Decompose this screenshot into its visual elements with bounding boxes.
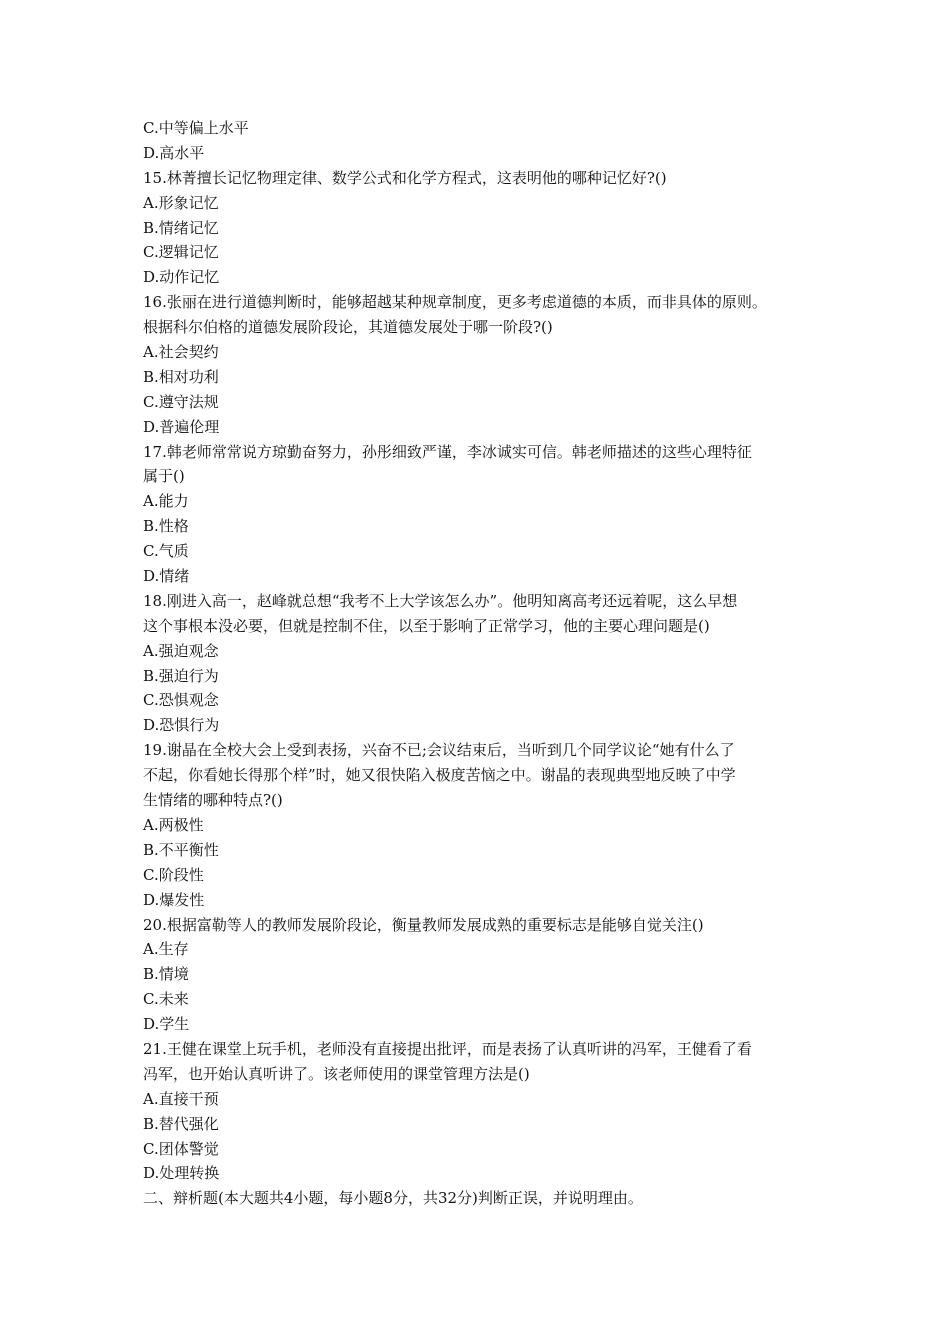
- option-line: B.强迫行为: [143, 666, 219, 685]
- question-20-text: 20.根据富勒等人的教师发展阶段论，衡量教师发展成熟的重要标志是能够自觉关注(): [143, 915, 704, 934]
- question-17-text: 17.韩老师常常说方琼勤奋努力，孙彤细致严谨，李冰诚实可信。韩老师描述的这些心理特征: [143, 442, 752, 461]
- option-line: A.生存: [143, 940, 189, 959]
- option-line: D.处理转换: [143, 1164, 220, 1183]
- option-line: B.情境: [143, 965, 189, 984]
- option-line: C.未来: [143, 990, 189, 1009]
- question-18-text-cont: 这个事根本没必要，但就是控制不住，以至于影响了正常学习，他的主要心理问题是(): [143, 616, 710, 635]
- option-line: C.逻辑记忆: [143, 243, 219, 262]
- question-21-text-cont: 冯军，也开始认真听讲了。该老师使用的课堂管理方法是(): [143, 1064, 530, 1083]
- question-19-text: 19.谢晶在全校大会上受到表扬，兴奋不已;会议结束后，当听到几个同学议论“她有什么了: [143, 741, 735, 760]
- option-line: D.情绪: [143, 567, 190, 586]
- option-line: C.遵守法规: [143, 392, 219, 411]
- option-line: B.替代强化: [143, 1114, 219, 1133]
- option-line: C.气质: [143, 542, 189, 561]
- question-16-text-cont: 根据科尔伯格的道德发展阶段论，其道德发展处于哪一阶段?(): [143, 318, 553, 337]
- question-19-text-cont: 生情绪的哪种特点?(): [143, 791, 283, 810]
- option-line: D.高水平: [143, 143, 205, 162]
- section-heading: 二、辩析题(本大题共4小题，每小题8分，共32分)判断正误，并说明理由。: [143, 1189, 643, 1208]
- option-line: C.恐惧观念: [143, 691, 219, 710]
- question-15-text: 15.林菁擅长记忆物理定律、数学公式和化学方程式，这表明他的哪种记忆好?(): [143, 168, 667, 187]
- option-line: A.两极性: [143, 815, 204, 834]
- option-line: A.社会契约: [143, 343, 219, 362]
- option-line: D.学生: [143, 1015, 190, 1034]
- option-line: D.恐惧行为: [143, 716, 220, 735]
- option-line: B.不平衡性: [143, 840, 219, 859]
- option-line: B.性格: [143, 517, 189, 536]
- option-line: D.动作记忆: [143, 268, 220, 287]
- option-line: A.能力: [143, 492, 189, 511]
- option-line: D.爆发性: [143, 890, 205, 909]
- question-21-text: 21.王健在课堂上玩手机，老师没有直接提出批评，而是表扬了认真听讲的冯军，王健看了看: [143, 1039, 752, 1058]
- option-line: A.强迫观念: [143, 641, 219, 660]
- option-line: C.团体警觉: [143, 1139, 219, 1158]
- option-line: C.阶段性: [143, 865, 204, 884]
- question-19-text-cont: 不起，你看她长得那个样”时，她又很快陷入极度苦恼之中。谢晶的表现典型地反映了中学: [143, 766, 736, 785]
- question-17-text-cont: 属于(): [143, 467, 185, 486]
- option-line: C.中等偏上水平: [143, 119, 249, 137]
- option-line: A.形象记忆: [143, 193, 219, 212]
- document-body: [143, 116, 823, 1211]
- option-line: A.直接干预: [143, 1089, 219, 1108]
- question-18-text: 18.刚进入高一，赵峰就总想“我考不上大学该怎么办”。他明知离高考还远着呢，这么早想: [143, 591, 738, 610]
- option-line: D.普遍伦理: [143, 417, 220, 436]
- option-line: B.情绪记忆: [143, 218, 219, 237]
- option-line: B.相对功利: [143, 367, 219, 386]
- question-16-text: 16.张丽在进行道德判断时，能够超越某种规章制度，更多考虑道德的本质，而非具体的原则。: [143, 293, 767, 312]
